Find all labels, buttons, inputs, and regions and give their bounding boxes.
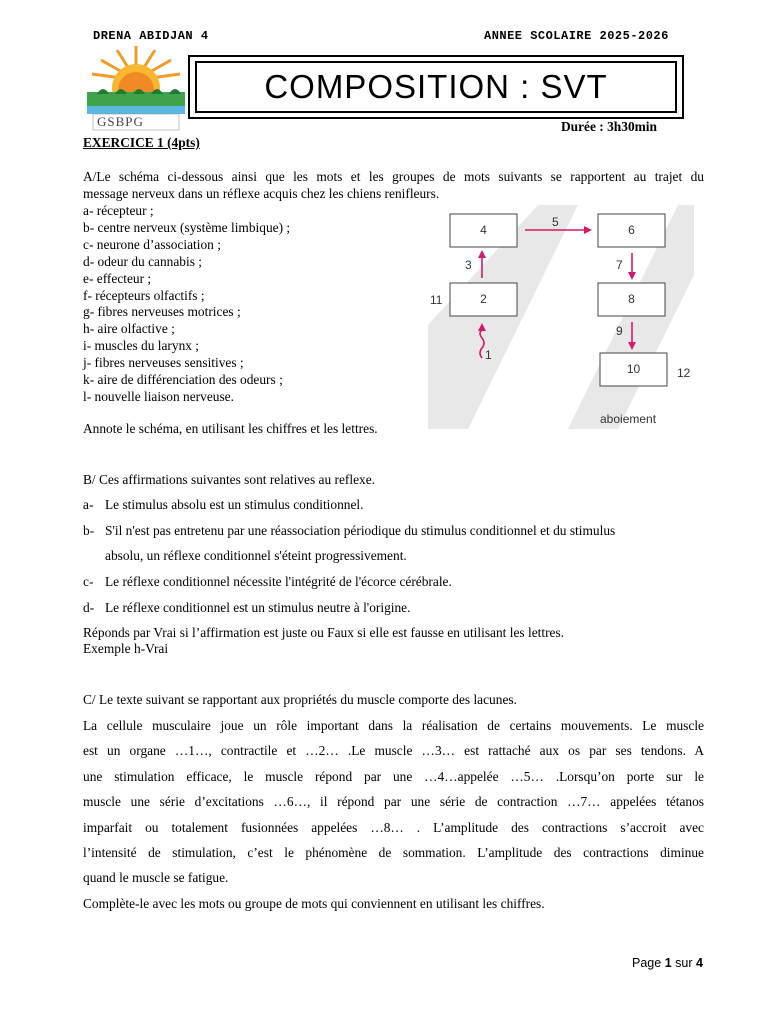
parta-item: g- fibres nerveuses motrices ;	[83, 304, 241, 319]
partc-line: est un organe …1…, contractile et …2… .Le muscle …3… est rattaché aux os par ses tendons. A	[83, 743, 704, 758]
partb-item-letter: a-	[83, 497, 94, 512]
diagram-box-label: 6	[628, 223, 635, 237]
diagram-box-label: 8	[628, 292, 635, 306]
partb-item	[83, 523, 704, 539]
page-number	[632, 956, 703, 970]
partb-instruction: Réponds par Vrai si l’affirmation est juste ou Faux si elle est fausse en utilisant les lettres.	[83, 625, 565, 640]
partb-example: Exemple h-Vrai	[83, 641, 169, 656]
partb-item	[83, 497, 364, 513]
parta-item: h- aire olfactive ;	[83, 321, 175, 336]
partb-intro: B/ Ces affirmations suivantes sont relatives au reflexe.	[83, 472, 376, 487]
diagram-side-label: 11	[430, 293, 443, 307]
partc-line: imparfait ou totalement fusionnées appelées …8… . L’amplitude des contractions s’accroit avec	[83, 820, 704, 835]
page-title: COMPOSITION : SVT	[264, 68, 608, 105]
page-word: Page	[632, 956, 662, 970]
partc-line: l’intensité de stimulation, c’est le phénomène de sommation. L’amplitude des contractions diminue	[83, 845, 704, 860]
title-frame	[188, 55, 684, 119]
diagram-arrow-label: 5	[552, 215, 559, 229]
parta-item: c- neurone d’association ;	[83, 237, 221, 252]
page-current: 1	[664, 956, 672, 970]
partc-line: une stimulation efficace, le muscle répond par une …4…appelée …5… .Lorsqu’on porte sur le	[83, 769, 704, 784]
diagram-box-label: 2	[480, 292, 487, 306]
partb-item	[83, 574, 452, 590]
diagram-arrow-label: 1	[485, 348, 492, 362]
school-logo	[87, 42, 185, 132]
parta-item: j- fibres nerveuses sensitives ;	[83, 355, 244, 370]
partc-line: quand le muscle se fatigue.	[83, 870, 229, 885]
parta-item: d- odeur du cannabis ;	[83, 254, 202, 269]
partb-item-text: Le réflexe conditionnel est un stimulus neutre à l'origine.	[105, 600, 411, 615]
diagram-arrow-label: 9	[616, 324, 623, 338]
diagram-output-label: aboiement	[600, 412, 657, 426]
partb-item	[83, 600, 410, 616]
logo-text: GSBPG	[97, 114, 144, 129]
parta-instruction: Annote le schéma, en utilisant les chiffres et les lettres.	[83, 421, 378, 436]
partb-item-text: Le stimulus absolu est un stimulus conditionnel.	[105, 497, 364, 512]
partb-item-letter: d-	[83, 600, 95, 615]
reflex-diagram	[428, 205, 694, 429]
parta-item: i- muscles du larynx ;	[83, 338, 200, 353]
diagram-arrow-label: 3	[465, 258, 472, 272]
diagram-box-label: 4	[480, 223, 487, 237]
partb-item-letter: c-	[83, 574, 94, 589]
parta-intro-2: message nerveux dans un réflexe acquis chez les chiens renifleurs.	[83, 186, 440, 201]
diagram-side-label: 12	[677, 366, 691, 380]
page-total: 4	[695, 956, 703, 970]
diagram-box-label: 10	[626, 362, 641, 376]
partc-line: muscle une série d’excitations …6…, il répond par une série de contraction …7… appelées tétanos	[83, 794, 704, 809]
parta-item: a- récepteur ;	[83, 203, 154, 218]
parta-item: k- aire de différenciation des odeurs ;	[83, 372, 283, 387]
parta-item: l- nouvelle liaison nerveuse.	[83, 389, 234, 404]
sur-word: sur	[675, 956, 693, 970]
header-right: ANNEE SCOLAIRE 2025-2026	[484, 29, 669, 43]
partb-item-text-cont: absolu, un réflexe conditionnel s'éteint progressivement.	[105, 548, 407, 563]
partb-item-text: Le réflexe conditionnel nécessite l'intégrité de l'écorce cérébrale.	[105, 574, 452, 589]
partb-item-letter: b-	[83, 523, 95, 538]
parta-item: b- centre nerveux (système limbique) ;	[83, 220, 291, 235]
header-left: DRENA ABIDJAN 4	[93, 29, 209, 43]
partb-item-text: S'il n'est pas entretenu par une réassociation périodique du stimulus conditionnel et du stimulus	[105, 523, 616, 538]
duration: Durée : 3h30min	[561, 119, 657, 134]
exercise-title: EXERCICE 1 (4pts)	[83, 135, 200, 150]
parta-intro-1: A/Le schéma ci-dessous ainsi que les mots et les groupes de mots suivants se rapportent au trajet du	[83, 169, 704, 184]
partc-instruction: Complète-le avec les mots ou groupe de mots qui conviennent en utilisant les chiffres.	[83, 896, 545, 911]
parta-item: e- effecteur ;	[83, 271, 152, 286]
partc-intro: C/ Le texte suivant se rapportant aux propriétés du muscle comporte des lacunes.	[83, 692, 517, 707]
partc-line: La cellule musculaire joue un rôle important dans la réalisation de certains mouvements. Le muscle	[83, 718, 704, 733]
diagram-arrow-label: 7	[616, 258, 623, 272]
parta-item: f- récepteurs olfactifs ;	[83, 288, 205, 303]
